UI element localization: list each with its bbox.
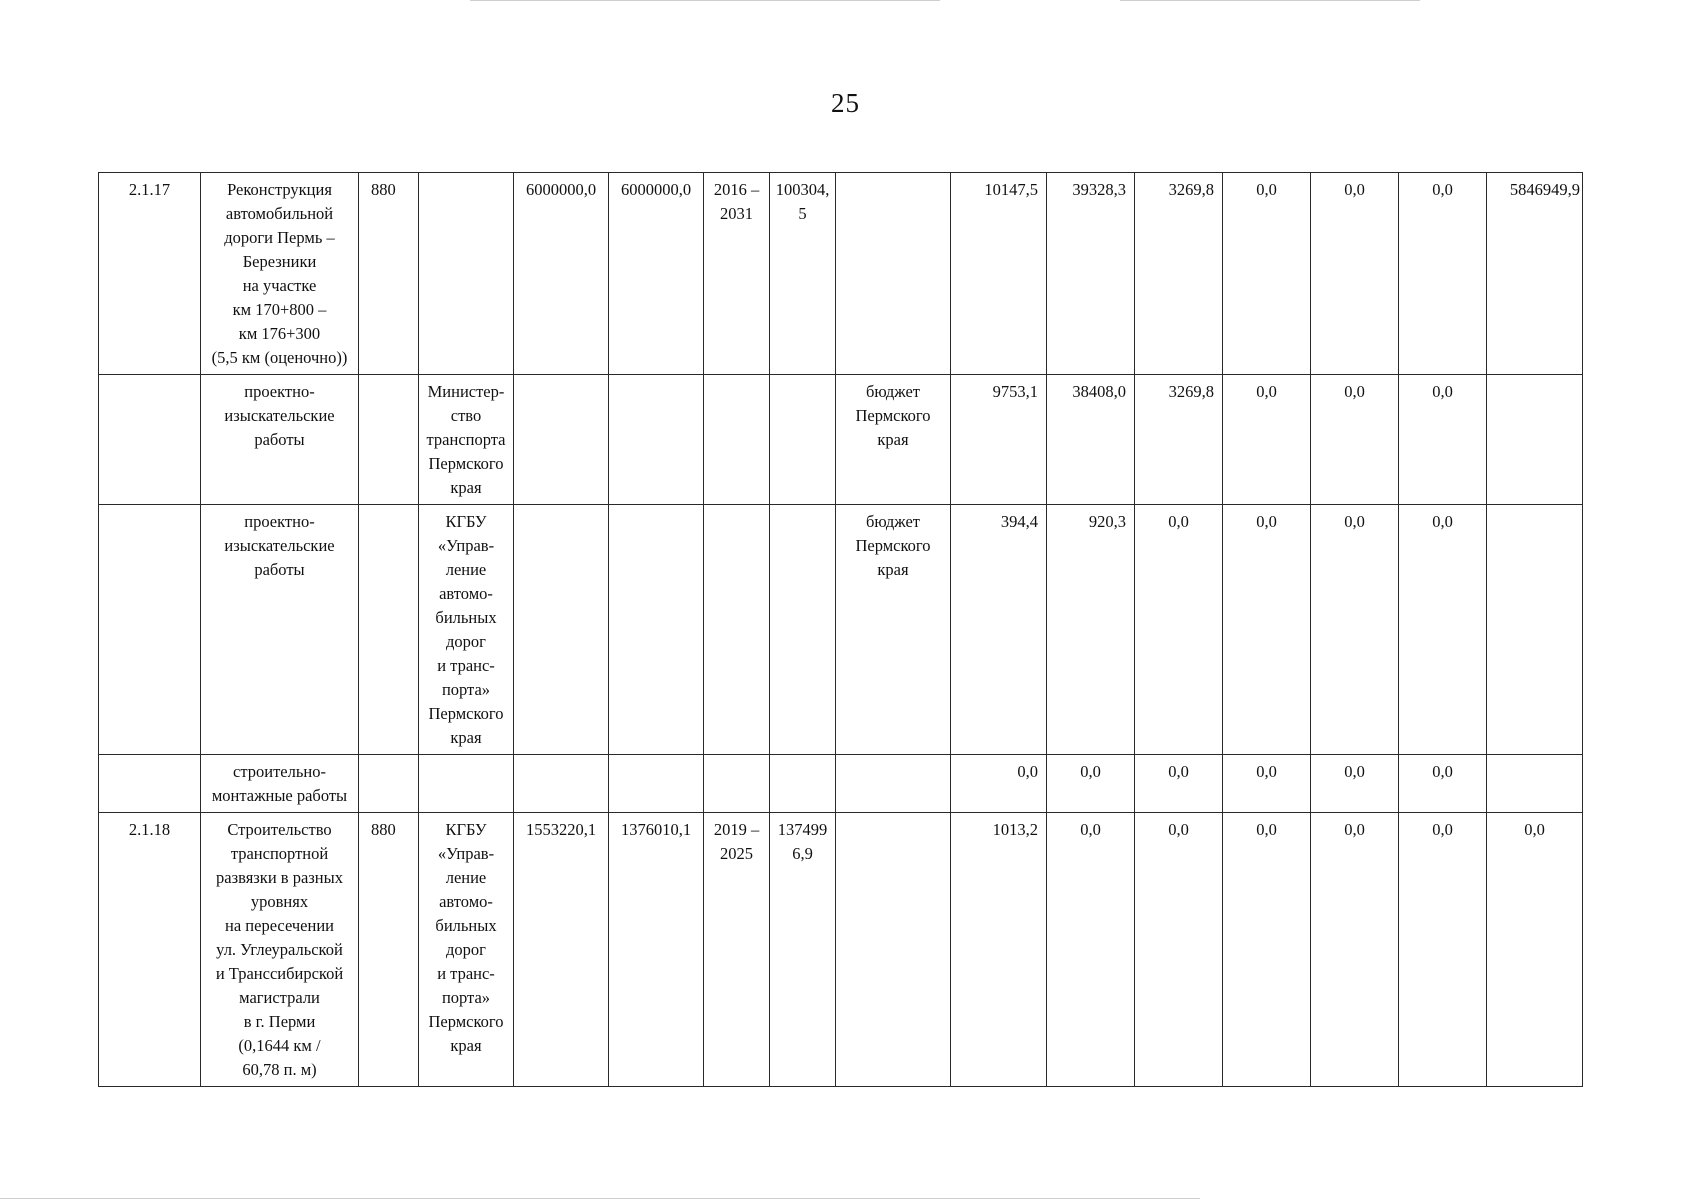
row-code: 2.1.18	[99, 813, 201, 1087]
row-code	[99, 375, 201, 505]
row-value: 0,0	[1223, 755, 1311, 813]
row-code	[99, 755, 201, 813]
table-row	[99, 755, 1583, 813]
row-c3: 880	[359, 173, 419, 375]
row-c9	[836, 755, 951, 813]
table-row	[99, 173, 1583, 375]
table-row	[99, 375, 1583, 505]
row-value: 0,0	[1399, 755, 1487, 813]
row-c3	[359, 375, 419, 505]
row-c5: 6000000,0	[514, 173, 609, 375]
row-name: Реконструкция автомобильной дороги Пермь – Березники на участке км 170+800 – км 176+300 (5,5 км (оценочно))	[201, 173, 359, 375]
row-c5	[514, 505, 609, 755]
row-c3: 880	[359, 813, 419, 1087]
row-value: 0,0	[1223, 375, 1311, 505]
row-c5	[514, 755, 609, 813]
row-name: Строительство транспортной развязки в разных уровнях на пересечении ул. Углеуральской и Транссибирской магистрали в г. Перми (0,1644 км / 60,78 п. м)	[201, 813, 359, 1087]
page-number: 25	[831, 88, 860, 118]
row-value: 10147,5	[951, 173, 1047, 375]
row-value: 0,0	[1047, 813, 1135, 1087]
row-value: 0,0	[1487, 813, 1583, 1087]
row-c8: 100304, 5	[770, 173, 836, 375]
row-c7	[704, 755, 770, 813]
row-value: 0,0	[1135, 755, 1223, 813]
row-c7: 2016 – 2031	[704, 173, 770, 375]
row-value: 394,4	[951, 505, 1047, 755]
row-code: 2.1.17	[99, 173, 201, 375]
row-value: 5846949,9	[1487, 173, 1583, 375]
row-value: 9753,1	[951, 375, 1047, 505]
row-c4	[419, 173, 514, 375]
budget-table	[98, 172, 1583, 1087]
row-c5	[514, 375, 609, 505]
row-value	[1487, 375, 1583, 505]
row-value: 0,0	[1135, 813, 1223, 1087]
row-c4: КГБУ «Управ- ление автомо- бильных дорог и транс- порта» Пермского края	[419, 813, 514, 1087]
row-c7: 2019 – 2025	[704, 813, 770, 1087]
scan-edge-bottom	[0, 1198, 1200, 1199]
row-c3	[359, 505, 419, 755]
row-value: 0,0	[1311, 813, 1399, 1087]
row-value: 1013,2	[951, 813, 1047, 1087]
scan-edge-top	[470, 0, 940, 1]
row-value: 0,0	[1399, 173, 1487, 375]
row-value: 0,0	[1399, 505, 1487, 755]
row-value: 3269,8	[1135, 173, 1223, 375]
row-value: 920,3	[1047, 505, 1135, 755]
row-c8	[770, 375, 836, 505]
row-name: проектно- изыскательские работы	[201, 505, 359, 755]
row-name: проектно- изыскательские работы	[201, 375, 359, 505]
row-c6	[609, 755, 704, 813]
row-name: строительно- монтажные работы	[201, 755, 359, 813]
row-value: 0,0	[1223, 813, 1311, 1087]
row-value: 0,0	[1399, 375, 1487, 505]
row-c9	[836, 813, 951, 1087]
row-value: 0,0	[1135, 505, 1223, 755]
row-c8: 137499 6,9	[770, 813, 836, 1087]
row-c4: КГБУ «Управ- ление автомо- бильных дорог и транс- порта» Пермского края	[419, 505, 514, 755]
row-c9: бюджет Пермского края	[836, 375, 951, 505]
row-value: 0,0	[1047, 755, 1135, 813]
row-c3	[359, 755, 419, 813]
row-value: 0,0	[1311, 173, 1399, 375]
row-c7	[704, 375, 770, 505]
row-c6: 1376010,1	[609, 813, 704, 1087]
row-c4	[419, 755, 514, 813]
row-code	[99, 505, 201, 755]
row-c6	[609, 505, 704, 755]
row-c6: 6000000,0	[609, 173, 704, 375]
row-c9: бюджет Пермского края	[836, 505, 951, 755]
row-value: 0,0	[1311, 755, 1399, 813]
scan-edge-top-right	[1120, 0, 1420, 1]
row-value: 38408,0	[1047, 375, 1135, 505]
row-value: 0,0	[1223, 505, 1311, 755]
row-value	[1487, 505, 1583, 755]
row-c8	[770, 755, 836, 813]
row-value	[1487, 755, 1583, 813]
row-value: 0,0	[1311, 375, 1399, 505]
row-value: 0,0	[951, 755, 1047, 813]
table-row	[99, 813, 1583, 1087]
row-c8	[770, 505, 836, 755]
row-c9	[836, 173, 951, 375]
row-value: 3269,8	[1135, 375, 1223, 505]
row-value: 39328,3	[1047, 173, 1135, 375]
table-row	[99, 505, 1583, 755]
row-value: 0,0	[1223, 173, 1311, 375]
row-c4: Министер- ство транспорта Пермского края	[419, 375, 514, 505]
row-value: 0,0	[1399, 813, 1487, 1087]
row-value: 0,0	[1311, 505, 1399, 755]
row-c7	[704, 505, 770, 755]
row-c5: 1553220,1	[514, 813, 609, 1087]
row-c6	[609, 375, 704, 505]
